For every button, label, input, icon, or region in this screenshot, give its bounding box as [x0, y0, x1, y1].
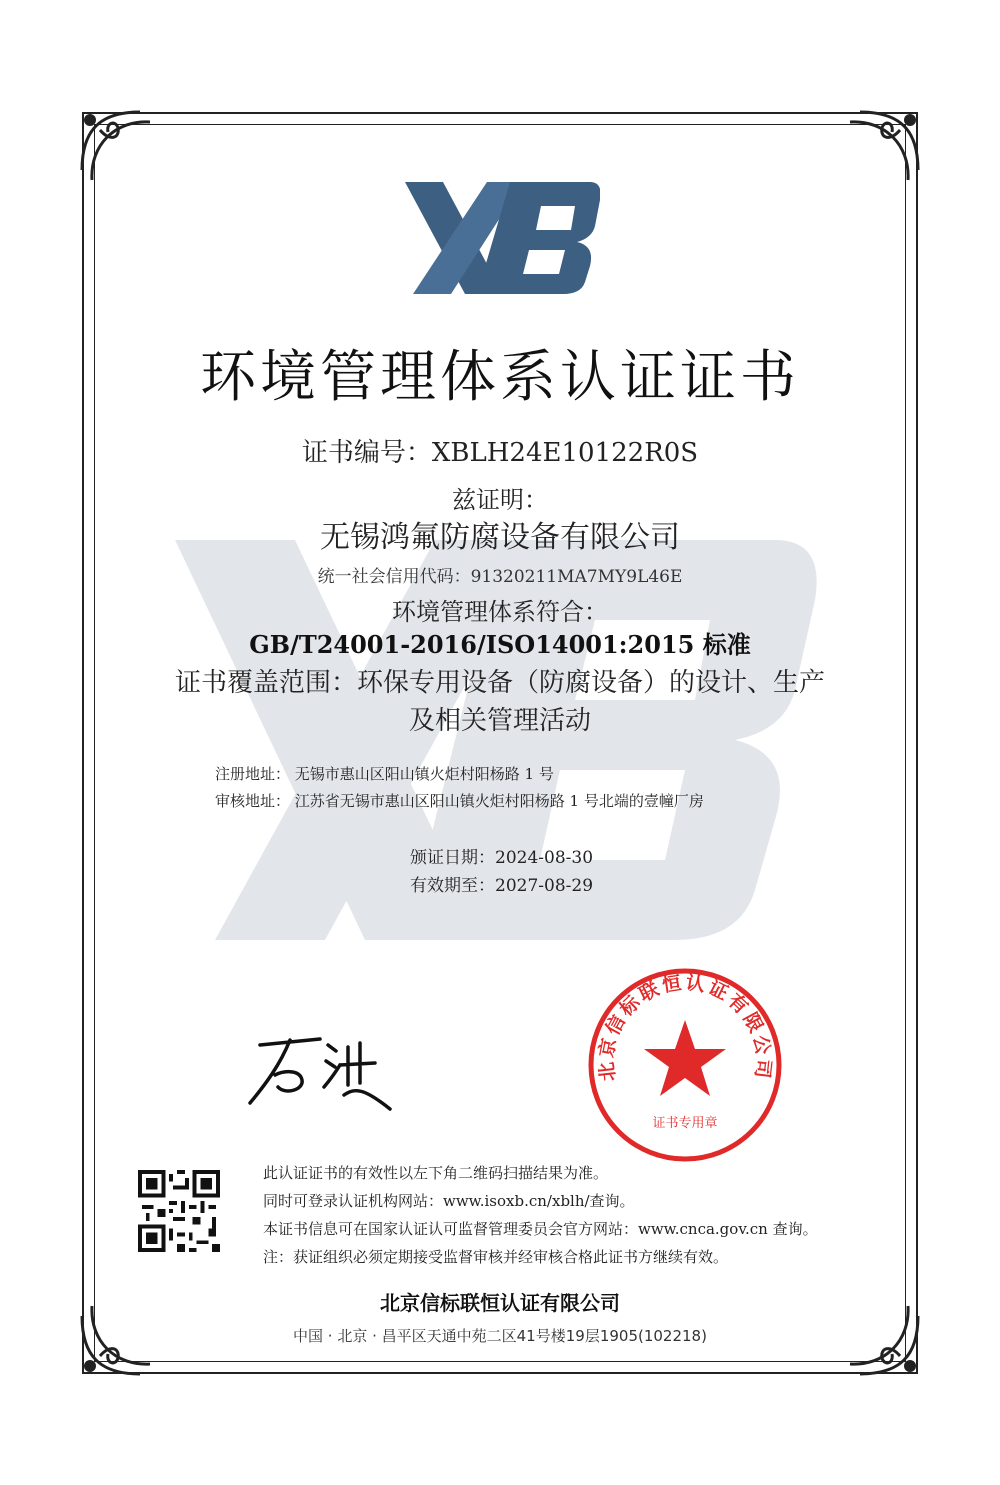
certificate-title: 环境管理体系认证证书 — [200, 345, 800, 410]
issuer-address: 中国 · 北京 · 昌平区天通中苑二区41号楼19层1905(102218) — [293, 1327, 707, 1345]
official-seal — [585, 965, 785, 1165]
issuer-name: 北京信标联恒认证有限公司 — [380, 1291, 620, 1315]
signature — [240, 1025, 400, 1115]
note-cnca: 本证书信息可在国家认证认可监督管理委员会官方网站：www.cnca.gov.cn 查询。 — [263, 1220, 818, 1238]
note-surveillance: 注：获证组织必须定期接受监督审核并经审核合格此证书方继续有效。 — [263, 1248, 729, 1266]
conforms-label: 环境管理体系符合： — [392, 598, 608, 626]
certificate-number: 证书编号：XBLH24E10122R0S — [301, 438, 699, 468]
hereby-certify-label: 兹证明： — [452, 486, 548, 514]
seal-bottom-text: 证书专用章 — [652, 1116, 718, 1131]
xb-logo — [405, 182, 600, 294]
qr-code[interactable] — [138, 1170, 220, 1252]
scope-line-1: 证书覆盖范围：环保专用设备（防腐设备）的设计、生产 — [174, 668, 825, 698]
corner-ornament-top-right — [840, 100, 930, 190]
issue-date: 颁证日期：2024-08-30 — [410, 848, 594, 868]
seal-ring-text: 北京信标联恒认证有限公司 — [595, 971, 775, 1083]
note-qr-validity: 此认证证书的有效性以左下角二维码扫描结果为准。 — [263, 1164, 609, 1182]
credit-code: 统一社会信用代码：91320211MA7MY9L46E — [317, 567, 683, 587]
company-name: 无锡鸿氟防腐设备有限公司 — [320, 520, 680, 555]
scope-line-2: 及相关管理活动 — [408, 706, 591, 736]
corner-ornament-top-left — [70, 100, 160, 190]
standard-text: GB/T24001-2016/ISO14001:2015 标准 — [249, 630, 751, 659]
note-website: 同时可登录认证机构网站：www.isoxb.cn/xblh/查询。 — [263, 1192, 635, 1210]
registered-address: 注册地址： 无锡市惠山区阳山镇火炬村阳杨路 1 号 — [215, 765, 554, 783]
audit-address: 审核地址： 江苏省无锡市惠山区阳山镇火炬村阳杨路 1 号北端的壹幢厂房 — [215, 792, 704, 810]
valid-until-date: 有效期至：2027-08-29 — [410, 876, 594, 896]
